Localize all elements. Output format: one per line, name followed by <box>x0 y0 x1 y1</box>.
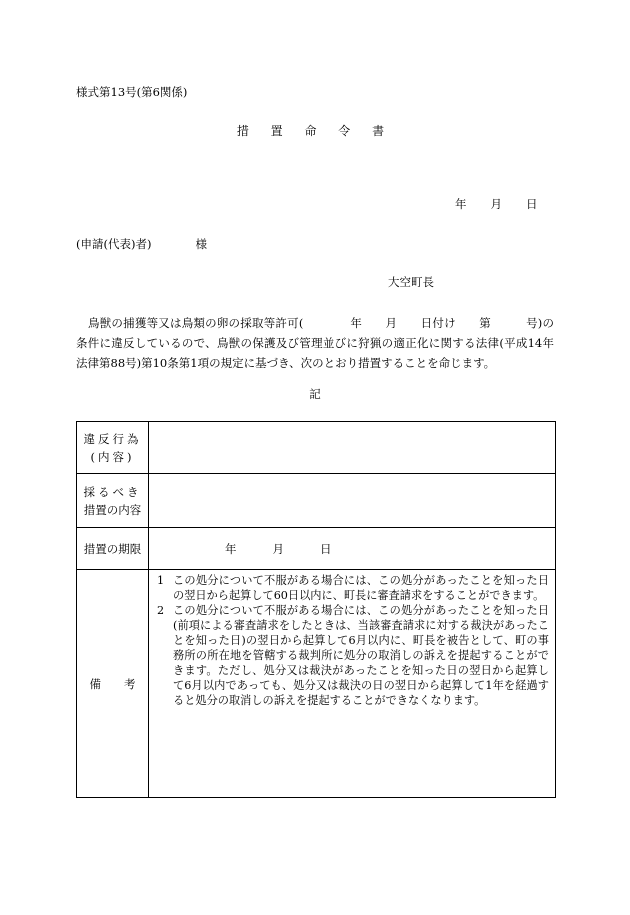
order-table <box>76 421 556 798</box>
violation-label: 違反行為 (内容) <box>77 422 149 474</box>
deadline-label: 措置の期限 <box>77 528 149 570</box>
ki-heading: 記 <box>309 387 321 401</box>
measures-label: 採るべき 措置の内容 <box>77 474 149 528</box>
measures-value[interactable] <box>149 474 556 528</box>
note-item <box>155 603 549 708</box>
recipient-honorific: 様 <box>195 237 207 251</box>
date-month: 月 <box>490 197 502 211</box>
recipient-line <box>76 236 207 252</box>
body-paragraph: 鳥獣の捕獲等又は鳥類の卵の採取等許可( 年 月 日付け 第 号)の条件に違反しているので、鳥獣の保護及び管理並びに狩猟の適正化に関する法律(平成14年法律第88号)第10条第1項の規定に基づき、次のとおり措置することを命じます。 <box>76 316 554 370</box>
note-text: この処分について不服がある場合には、この処分があったことを知った日の翌日から起算して60日以内に、町長に審査請求をすることができます。 <box>173 574 549 602</box>
table-row-measures <box>77 474 556 528</box>
table-row-deadline <box>77 528 556 570</box>
deadline-day: 日 <box>320 541 332 556</box>
remarks-label: 備 考 <box>77 570 149 798</box>
deadline-month: 月 <box>272 541 284 556</box>
form-number: 様式第13号(第6関係) <box>76 85 188 99</box>
note-text: この処分について不服がある場合には、この処分があったことを知った日(前項による審査請求をしたときは、当該審査請求に対する裁決があったことを知った日)の翌日から起算して6月以内に、町長を被告として、町の事務所の所在地を管轄する裁判所に処分の取消しの訴えを提起することができます。ただし、処分又は裁決があったことを知った日の翌日から起算して6月以内であっても、処分又は裁決の日の翌日から起算して1年を経過すると処分の取消しの訴えを提起することができなくなります。 <box>173 604 549 707</box>
deadline-year: 年 <box>225 541 237 556</box>
issuer-name: 大空町長 <box>388 275 434 289</box>
date-year: 年 <box>455 197 467 211</box>
date-day: 日 <box>526 197 538 211</box>
table-row-violation <box>77 422 556 474</box>
note-number: 2 <box>157 604 165 617</box>
document-title: 措 置 命 令 書 <box>236 124 394 138</box>
deadline-value[interactable] <box>149 528 556 570</box>
remarks-value <box>149 570 556 798</box>
issue-date <box>455 196 538 212</box>
note-item <box>155 573 549 603</box>
recipient-label: (申請(代表)者) <box>76 237 152 251</box>
violation-value[interactable] <box>149 422 556 474</box>
note-number: 1 <box>157 574 165 587</box>
table-row-remarks <box>77 570 556 798</box>
